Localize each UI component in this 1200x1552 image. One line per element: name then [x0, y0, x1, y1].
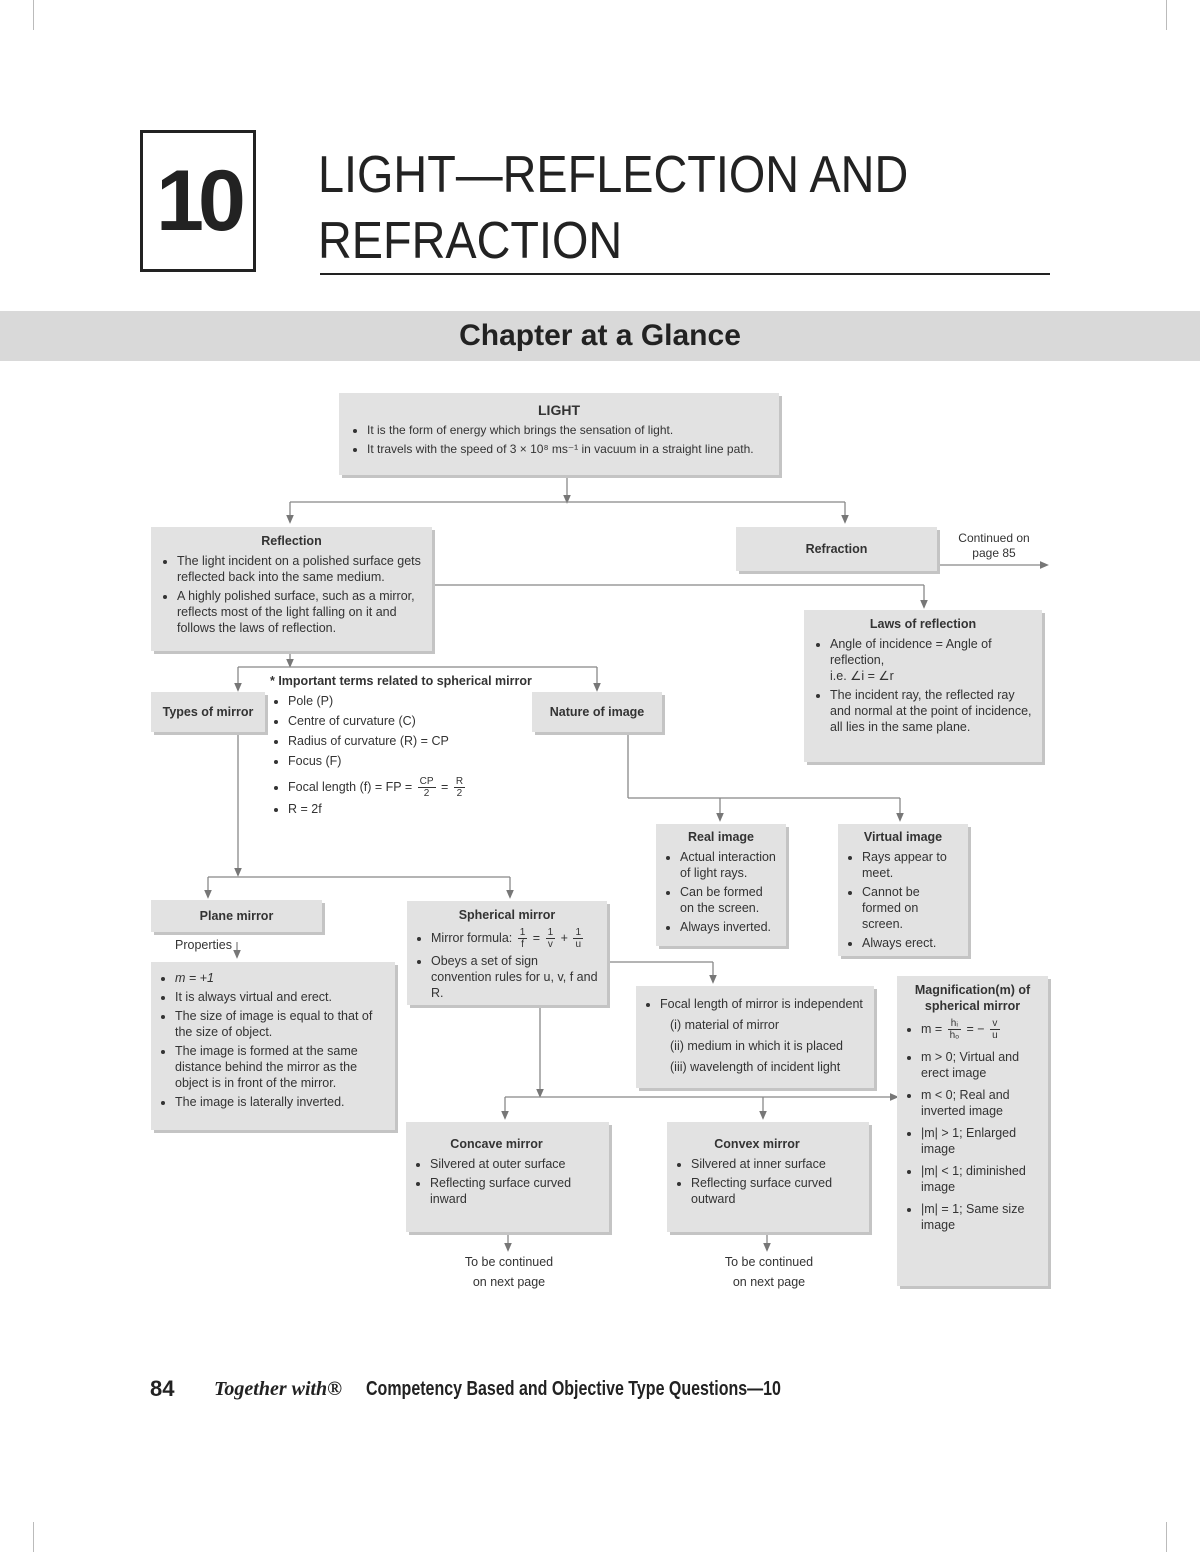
focal-independent-item-2: (ii) medium in which it is placed: [670, 1039, 843, 1053]
chapter-title-line2: REFRACTION: [318, 212, 623, 270]
virtual-image-point-1: • Rays appear to meet.: [862, 849, 962, 881]
magnification-item-4: • |m| < 1; diminished image: [921, 1163, 1042, 1195]
focal-independent-box: [636, 986, 874, 1088]
concave-point-2: • Reflecting surface curved inward: [430, 1175, 581, 1207]
refraction-box: [736, 527, 937, 571]
sign-convention: • Obeys a set of sign convention rules for u, v, f and R.: [431, 953, 601, 1001]
plane-mirror-point-3: • The size of image is equal to that of the size of object.: [175, 1008, 389, 1040]
convex-continued-line1: To be continued: [724, 1255, 814, 1269]
focal-independent-item-3: (iii) wavelength of incident light: [670, 1060, 841, 1074]
magnification-heading: Magnification(m) of spherical mirror: [914, 983, 1031, 1013]
frac-v-den: v: [547, 939, 553, 950]
nature-of-image-box: [532, 692, 662, 732]
frac-v-num: 1: [547, 927, 554, 938]
convex-continued: [708, 1252, 830, 1292]
spherical-mirror-box: [407, 901, 607, 1005]
mirror-formula: [431, 927, 601, 950]
concave-heading: Concave mirror: [450, 1137, 543, 1151]
virtual-image-point-3: • Always erect.: [862, 935, 962, 951]
important-terms: [270, 673, 550, 821]
term-radius: • Radius of curvature (R) = CP: [288, 733, 550, 750]
frac-vu-den: u: [992, 1030, 998, 1041]
magnification-equals: = −: [966, 1021, 985, 1036]
focal-fraction-1-den: 2: [423, 788, 430, 799]
glance-banner-text: Chapter at a Glance: [459, 319, 741, 352]
magnification-h-fraction: [948, 1018, 961, 1041]
plane-mirror-properties-box: [151, 962, 395, 1130]
focal-independent-item-1: (i) material of mirror: [670, 1018, 780, 1032]
important-terms-heading: * Important terms related to spherical mirror: [270, 674, 532, 688]
real-image-point-2: • Can be formed on the screen.: [680, 884, 780, 916]
light-box: [339, 393, 779, 475]
chapter-title-line1: LIGHT—REFLECTION AND: [318, 146, 909, 204]
real-image-box: [656, 824, 786, 946]
convex-continued-line2: on next page: [732, 1275, 806, 1289]
types-of-mirror-box: [151, 692, 265, 732]
term-r-equals-2f: • R = 2f: [288, 801, 550, 818]
focal-independent-point: • Focal length of mirror is independent: [660, 996, 868, 1012]
frac-u-den: u: [575, 939, 581, 950]
laws-heading: Laws of reflection: [869, 617, 977, 631]
mirror-formula-plus: +: [560, 930, 568, 945]
magnification-item-5: • |m| = 1; Same size image: [921, 1201, 1042, 1233]
convex-mirror-box: [667, 1122, 869, 1232]
focal-fraction-1: [418, 776, 436, 799]
plane-mirror-heading: Plane mirror: [199, 909, 274, 923]
plane-mirror-point-2: • It is always virtual and erect.: [175, 989, 389, 1005]
term-centre: • Centre of curvature (C): [288, 713, 550, 730]
mirror-formula-1-over-u: [573, 927, 583, 950]
frac-h-den: hₒ: [949, 1030, 960, 1041]
convex-point-1: • Silvered at inner surface: [691, 1156, 841, 1172]
virtual-image-heading: Virtual image: [863, 830, 943, 844]
laws-point-2: • The incident ray, the reflected ray and normal at the point of incidence, all lies in the same plane.: [830, 687, 1034, 735]
footer-brand: Together with®: [214, 1378, 343, 1400]
reflection-box: [151, 527, 432, 651]
reflection-point-1: • The light incident on a polished surface gets reflected back into the same medium.: [177, 553, 424, 585]
concave-continued-line1: To be continued: [464, 1255, 554, 1269]
concave-continued-line2: on next page: [472, 1275, 546, 1289]
term-focal-length: [288, 776, 550, 799]
term-pole: • Pole (P): [288, 693, 550, 710]
focal-equals: =: [441, 779, 449, 794]
virtual-image-box: [838, 824, 968, 956]
focal-fraction-2-den: 2: [456, 788, 463, 799]
concave-continued: [448, 1252, 570, 1292]
laws-point-1: [830, 636, 1034, 684]
magnification-formula: [921, 1018, 1042, 1041]
mirror-formula-prefix: Mirror formula:: [431, 930, 513, 945]
laws-point-1-eq: i.e. ∠i = ∠r: [830, 669, 894, 683]
reflection-heading: Reflection: [261, 534, 322, 548]
magnification-v-fraction: [990, 1018, 1000, 1041]
plane-mirror-point-5: • The image is laterally inverted.: [175, 1094, 389, 1110]
refraction-heading: Refraction: [805, 542, 868, 556]
frac-u-num: 1: [575, 927, 581, 938]
laws-box: [804, 610, 1042, 762]
magnification-item-1: • m > 0; Virtual and erect image: [921, 1049, 1042, 1081]
magnification-item-2: • m < 0; Real and inverted image: [921, 1087, 1042, 1119]
focal-length-prefix: Focal length (f) = FP =: [288, 779, 413, 794]
term-focus: • Focus (F): [288, 753, 550, 770]
page-number: 84: [150, 1376, 175, 1401]
footer-title: Competency Based and Objective Type Questions—10: [366, 1378, 781, 1400]
magnification-prefix: m =: [921, 1021, 943, 1036]
focal-fraction-2: [454, 776, 465, 799]
convex-heading: Convex mirror: [714, 1137, 800, 1151]
concave-mirror-box: [406, 1122, 609, 1232]
nature-of-image-label: Nature of image: [549, 705, 645, 719]
focal-fraction-2-num: R: [455, 776, 464, 787]
frac-vu-num: v: [990, 1018, 1000, 1030]
reflection-point-2: • A highly polished surface, such as a mirror, reflects most of the light falling on it and follows the laws of reflection.: [177, 588, 424, 636]
real-image-heading: Real image: [687, 830, 754, 844]
frac-h-num: hᵢ: [948, 1018, 961, 1030]
chapter-number: 10: [140, 130, 256, 272]
mirror-formula-1-over-f: [518, 927, 528, 950]
laws-point-1-text: Angle of incidence = Angle of reflection,: [830, 637, 992, 667]
magnification-box: [897, 976, 1048, 1286]
mirror-formula-1-over-v: [546, 927, 556, 950]
types-of-mirror-label: Types of mirror: [162, 705, 254, 719]
plane-mirror-point-4: • The image is formed at the same distance behind the mirror as the object is in front of the mirror.: [175, 1043, 389, 1091]
plane-mirror-box: [151, 900, 322, 932]
light-point-1: • It is the form of energy which brings the sensation of light.: [367, 422, 769, 438]
concave-point-1: • Silvered at outer surface: [430, 1156, 581, 1172]
real-image-point-1: • Actual interaction of light rays.: [680, 849, 780, 881]
convex-point-2: • Reflecting surface curved outward: [691, 1175, 841, 1207]
light-heading: LIGHT: [538, 402, 580, 418]
plane-mirror-properties-label: Properties: [175, 938, 232, 952]
mirror-formula-equals: =: [532, 930, 541, 945]
spherical-mirror-heading: Spherical mirror: [458, 908, 556, 922]
real-image-point-3: • Always inverted.: [680, 919, 780, 935]
focal-fraction-1-num: CP: [419, 776, 434, 787]
light-point-2: • It travels with the speed of 3 × 10⁸ ms⁻¹ in vacuum in a straight line path.: [367, 441, 769, 457]
magnification-item-3: • |m| > 1; Enlarged image: [921, 1125, 1042, 1157]
refraction-continued: Continued on page 85: [958, 531, 1030, 560]
plane-mirror-point-1: • m = +1: [175, 970, 389, 986]
virtual-image-point-2: • Cannot be formed on screen.: [862, 884, 962, 932]
frac-f-den: f: [521, 939, 524, 950]
frac-f-num: 1: [519, 927, 526, 938]
